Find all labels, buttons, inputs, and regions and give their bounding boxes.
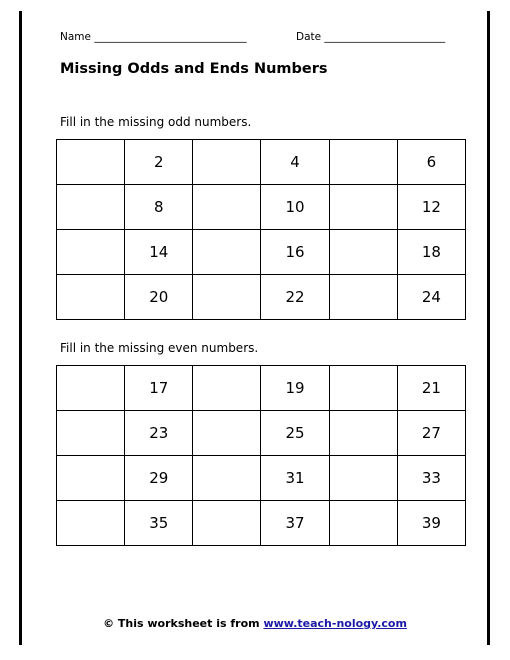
footer-link[interactable]: www.teach-nology.com [263, 617, 407, 630]
number-cell: 31 [261, 456, 329, 501]
blank-answer-cell[interactable] [329, 456, 397, 501]
number-cell: 33 [397, 456, 465, 501]
number-cell: 8 [125, 185, 193, 230]
number-cell: 35 [125, 501, 193, 546]
number-cell: 29 [125, 456, 193, 501]
table-row [57, 275, 466, 320]
header [60, 31, 446, 43]
blank-answer-cell[interactable] [57, 411, 125, 456]
table-row [57, 456, 466, 501]
number-cell: 18 [397, 230, 465, 275]
number-cell: 37 [261, 501, 329, 546]
number-cell: 10 [261, 185, 329, 230]
blank-answer-cell[interactable] [57, 366, 125, 411]
blank-answer-cell[interactable] [193, 411, 261, 456]
odd-numbers-instruction: Fill in the missing odd numbers. [60, 115, 252, 129]
blank-answer-cell[interactable] [193, 185, 261, 230]
blank-answer-cell[interactable] [329, 185, 397, 230]
number-cell: 14 [125, 230, 193, 275]
table-row [57, 185, 466, 230]
table-row [57, 501, 466, 546]
number-cell: 2 [125, 140, 193, 185]
blank-answer-cell[interactable] [193, 230, 261, 275]
number-cell: 4 [261, 140, 329, 185]
blank-answer-cell[interactable] [193, 366, 261, 411]
blank-answer-cell[interactable] [57, 275, 125, 320]
number-cell: 39 [397, 501, 465, 546]
name-field-label: Name _____________________________ [60, 31, 247, 43]
blank-answer-cell[interactable] [329, 366, 397, 411]
footer [0, 617, 510, 630]
blank-answer-cell[interactable] [57, 230, 125, 275]
worksheet-title: Missing Odds and Ends Numbers [60, 61, 328, 77]
blank-answer-cell[interactable] [329, 140, 397, 185]
blank-answer-cell[interactable] [329, 411, 397, 456]
number-cell: 25 [261, 411, 329, 456]
blank-answer-cell[interactable] [193, 275, 261, 320]
number-cell: 24 [397, 275, 465, 320]
table-row [57, 411, 466, 456]
blank-answer-cell[interactable] [193, 140, 261, 185]
blank-answer-cell[interactable] [57, 456, 125, 501]
number-cell: 20 [125, 275, 193, 320]
blank-answer-cell[interactable] [193, 501, 261, 546]
number-cell: 12 [397, 185, 465, 230]
blank-answer-cell[interactable] [329, 275, 397, 320]
number-cell: 19 [261, 366, 329, 411]
blank-answer-cell[interactable] [329, 230, 397, 275]
number-cell: 17 [125, 366, 193, 411]
number-cell: 21 [397, 366, 465, 411]
table-row [57, 366, 466, 411]
number-cell: 27 [397, 411, 465, 456]
table-row [57, 230, 466, 275]
blank-answer-cell[interactable] [57, 501, 125, 546]
table-row [57, 140, 466, 185]
blank-answer-cell[interactable] [193, 456, 261, 501]
number-cell: 6 [397, 140, 465, 185]
page-border [19, 11, 490, 645]
number-cell: 23 [125, 411, 193, 456]
even-numbers-table [56, 365, 466, 546]
blank-answer-cell[interactable] [57, 140, 125, 185]
number-cell: 16 [261, 230, 329, 275]
date-field-label: Date _______________________ [296, 31, 446, 43]
blank-answer-cell[interactable] [57, 185, 125, 230]
even-numbers-instruction: Fill in the missing even numbers. [60, 341, 259, 355]
odd-numbers-table [56, 139, 466, 320]
footer-credit-text: © This worksheet is from [103, 617, 264, 630]
number-cell: 22 [261, 275, 329, 320]
blank-answer-cell[interactable] [329, 501, 397, 546]
